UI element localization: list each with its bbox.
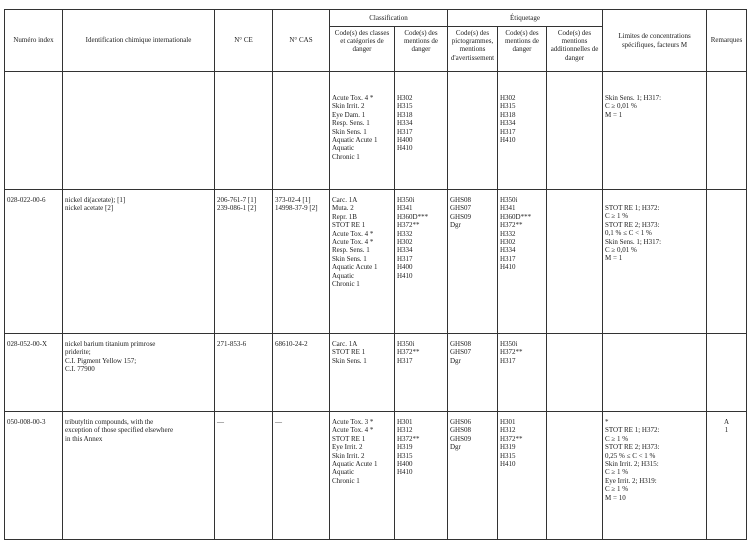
table-row: [5, 190, 747, 334]
cell-line: nickel barium titanium primrose: [65, 340, 156, 348]
cell-line: H312: [397, 426, 413, 435]
cell-line: H334: [397, 246, 413, 255]
cell-line: H302: [500, 94, 516, 102]
cell-line: 239-086-1 [2]: [217, 204, 257, 213]
cell-line: Aquatic Acute 1: [332, 263, 378, 272]
cell-line: H410: [500, 460, 516, 469]
cell-line: H410: [500, 136, 516, 145]
cell-line: H301: [397, 418, 413, 426]
cell-line: Carc. 1A: [332, 340, 358, 348]
cell-line: STOT RE 2; H373:: [605, 220, 660, 229]
cell-line: exception of those specified elsewhere: [65, 426, 174, 435]
supplementary-statement-cell: [547, 72, 603, 190]
cell-line: 0,25 % ≤ C < 1 %: [605, 451, 656, 460]
cell-line: GHS08: [450, 426, 472, 435]
concentration-limits-cell: [603, 72, 707, 190]
pictogram-cell: [448, 412, 498, 540]
cas-no-cell: [273, 334, 330, 412]
cell-line: Aquatic: [332, 271, 355, 280]
cell-line: Aquatic Acute 1: [332, 460, 378, 469]
chemical-identification-cell: [63, 190, 215, 334]
cell-line: STOT RE 1; H372:: [605, 204, 660, 212]
index-no-cell: 050-008-00-3: [5, 412, 63, 540]
notes-cell: [707, 412, 747, 540]
cell-line: GHS07: [450, 348, 472, 357]
cell-line: M = 1: [605, 254, 623, 263]
cell-line: H317: [500, 356, 516, 365]
cell-line: H332: [397, 229, 413, 238]
hazard-statement-cell: [395, 412, 448, 540]
cell-line: 0,1 % ≤ C < 1 %: [605, 229, 652, 238]
cell-line: H315: [500, 102, 516, 111]
cell-line: STOT RE 1: [332, 221, 366, 230]
cell-line: H400: [397, 263, 413, 272]
cell-line: H315: [500, 451, 516, 460]
cell-line: H302: [397, 238, 413, 247]
cell-line: H372**: [397, 348, 420, 357]
cell-line: H317: [397, 356, 413, 365]
header-pictogram-codes: Code(s) des pictogrammes, mentions d'avertissement: [448, 27, 498, 72]
cell-line: C ≥ 0,01 %: [605, 102, 637, 111]
cell-line: H317: [397, 254, 413, 263]
cell-line: Skin Irrit. 2: [332, 102, 365, 111]
cell-line: H317: [500, 254, 516, 263]
cell-line: Skin Sens. 1: [332, 254, 367, 263]
hazard-statement-cell: [395, 72, 448, 190]
cell-line: H400: [397, 136, 413, 145]
ec-no-cell: [215, 412, 273, 540]
cell-line: H350i: [500, 340, 518, 348]
cell-line: GHS06: [450, 418, 472, 426]
chemical-identification-cell: [63, 72, 215, 190]
cell-line: H302: [500, 238, 516, 247]
cell-line: Aquatic: [332, 144, 355, 153]
classification-table: [4, 9, 747, 540]
cell-line: Eye Irrit. 2: [332, 443, 363, 452]
cell-line: H319: [397, 443, 413, 452]
header-concentration-limits: Limites de concentrations spécifiques, facteurs M: [603, 10, 707, 72]
header-hazard-statement-codes-labelling: Code(s) des mentions de danger: [498, 27, 547, 72]
cell-line: Eye Irrit. 2; H319:: [605, 476, 657, 485]
concentration-limits-cell: [603, 412, 707, 540]
notes-cell: [707, 190, 747, 334]
header-ec-no: N° CE: [215, 10, 273, 72]
concentration-limits-cell: [603, 190, 707, 334]
notes-cell: [707, 334, 747, 412]
labelling-statement-cell: [498, 190, 547, 334]
cell-line: C.I. 77900: [65, 365, 95, 374]
labelling-statement-cell: [498, 72, 547, 190]
cell-line: H317: [500, 127, 516, 136]
cell-line: H350i: [397, 340, 415, 348]
index-no-cell: [5, 72, 63, 190]
hazard-class-cell: [330, 72, 395, 190]
cell-line: 1: [724, 426, 729, 435]
cell-line: H334: [500, 246, 516, 255]
cell-line: priderite;: [65, 348, 91, 357]
cell-line: 206-761-7 [1]: [217, 196, 257, 204]
cell-line: H360D***: [500, 212, 532, 221]
cell-line: Resp. Sens. 1: [332, 246, 370, 255]
pictogram-cell: [448, 334, 498, 412]
cell-line: Acute Tox. 4 *: [332, 94, 374, 102]
cell-line: Skin Irrit. 2; H315:: [605, 460, 659, 469]
cell-line: Dgr: [450, 221, 461, 230]
cell-line: H400: [397, 460, 413, 469]
cell-line: Skin Sens. 1: [332, 356, 367, 365]
labelling-statement-cell: [498, 412, 547, 540]
cell-line: Skin Sens. 1; H317:: [605, 94, 662, 102]
cell-line: in this Annex: [65, 434, 103, 443]
hazard-class-cell: [330, 190, 395, 334]
cell-line: —: [217, 418, 224, 426]
cell-line: Aquatic: [332, 468, 355, 477]
header-classification: Classification: [330, 10, 448, 27]
header-cas-no: N° CAS: [273, 10, 330, 72]
pictogram-cell: [448, 72, 498, 190]
labelling-statement-cell: [498, 334, 547, 412]
cell-line: H301: [500, 418, 516, 426]
cell-line: H372**: [500, 434, 523, 443]
cell-line: GHS08: [450, 196, 472, 204]
cell-line: Dgr: [450, 356, 461, 365]
header-chemical-identification: Identification chimique internationale: [63, 10, 215, 72]
cell-line: H410: [397, 144, 413, 153]
ec-no-cell: [215, 334, 273, 412]
cell-line: H410: [397, 271, 413, 280]
concentration-limits-cell: [603, 334, 707, 412]
supplementary-statement-cell: [547, 334, 603, 412]
supplementary-statement-cell: [547, 190, 603, 334]
cell-line: H315: [397, 451, 413, 460]
pictogram-cell: [448, 190, 498, 334]
cell-line: Acute Tox. 3 *: [332, 418, 374, 426]
cell-line: —: [275, 418, 282, 426]
cell-line: H372**: [397, 434, 420, 443]
cell-line: H372**: [500, 221, 523, 230]
cell-line: tributyltin compounds, with the: [65, 418, 154, 426]
cell-line: Eye Dam. 1: [332, 110, 366, 119]
index-no-cell: 028-022-00-6: [5, 190, 63, 334]
cell-line: Aquatic Acute 1: [332, 136, 378, 145]
header-index-no: Numéro index: [5, 10, 63, 72]
table-row: [5, 72, 747, 190]
cell-line: M = 10: [605, 493, 626, 502]
cell-line: Chronic 1: [332, 280, 360, 289]
cell-line: 373-02-4 [1]: [275, 196, 311, 204]
hazard-statement-cell: [395, 334, 448, 412]
cell-line: H334: [500, 119, 516, 128]
cell-line: STOT RE 1: [332, 348, 366, 357]
cell-line: H350i: [500, 196, 518, 204]
cell-line: H317: [397, 127, 413, 136]
cell-line: Repr. 1B: [332, 212, 357, 221]
cell-line: H315: [397, 102, 413, 111]
cell-line: M = 1: [605, 110, 623, 119]
cell-line: nickel di(acetate); [1]: [65, 196, 126, 204]
header-supplementary-statement-codes: Code(s) des mentions additionnelles de danger: [547, 27, 603, 72]
cell-line: H372**: [500, 348, 523, 357]
header-labelling: Étiquetage: [448, 10, 603, 27]
cell-line: Muta. 2: [332, 204, 354, 213]
cell-line: H319: [500, 443, 516, 452]
cell-line: H410: [397, 468, 413, 477]
cell-line: Acute Tox. 4 *: [332, 229, 374, 238]
cell-line: GHS07: [450, 204, 472, 213]
cell-line: Carc. 1A: [332, 196, 358, 204]
header-hazard-class-codes: Code(s) des classes et catégories de danger: [330, 27, 395, 72]
hazard-class-cell: [330, 412, 395, 540]
header-notes: Remarques: [707, 10, 747, 72]
cell-line: STOT RE 1; H372:: [605, 426, 660, 435]
cell-line: C ≥ 1 %: [605, 212, 629, 221]
cell-line: GHS09: [450, 434, 472, 443]
table-row: [5, 412, 747, 540]
cell-line: C ≥ 1 %: [605, 434, 629, 443]
cell-line: 68610-24-2: [275, 340, 308, 348]
supplementary-statement-cell: [547, 412, 603, 540]
cell-line: Chronic 1: [332, 152, 360, 161]
cell-line: Skin Sens. 1; H317:: [605, 237, 662, 246]
cell-line: H341: [397, 204, 413, 213]
cas-no-cell: [273, 190, 330, 334]
cell-line: Dgr: [450, 443, 461, 452]
cell-line: STOT RE 2; H373:: [605, 443, 660, 452]
cell-line: H410: [500, 263, 516, 272]
cell-line: GHS08: [450, 340, 472, 348]
index-no-cell: 028-052-00-X: [5, 334, 63, 412]
cell-line: H312: [500, 426, 516, 435]
cell-line: STOT RE 1: [332, 434, 366, 443]
ec-no-cell: [215, 72, 273, 190]
cell-line: Resp. Sens. 1: [332, 119, 370, 128]
cell-line: Chronic 1: [332, 476, 360, 485]
cell-line: H350i: [397, 196, 415, 204]
cell-line: H341: [500, 204, 516, 213]
cell-line: H318: [500, 110, 516, 119]
cell-line: GHS09: [450, 212, 472, 221]
cell-line: H372**: [397, 221, 420, 230]
cell-line: Skin Irrit. 2: [332, 451, 365, 460]
hazard-statement-cell: [395, 190, 448, 334]
hazard-class-cell: [330, 334, 395, 412]
cell-line: nickel acetate [2]: [65, 204, 114, 213]
header-hazard-statement-codes-classification: Code(s) des mentions de danger: [395, 27, 448, 72]
cell-line: H360D***: [397, 212, 429, 221]
cell-line: Skin Sens. 1: [332, 127, 367, 136]
chemical-identification-cell: [63, 412, 215, 540]
cell-line: *: [605, 418, 609, 426]
cell-line: C ≥ 0,01 %: [605, 246, 637, 255]
cell-line: C ≥ 1 %: [605, 468, 629, 477]
cell-line: H332: [500, 229, 516, 238]
table-row: [5, 334, 747, 412]
cell-line: C ≥ 1 %: [605, 485, 629, 494]
cell-line: C.I. Pigment Yellow 157;: [65, 356, 137, 365]
cell-line: A: [723, 418, 730, 426]
notes-cell: [707, 72, 747, 190]
cell-line: H302: [397, 94, 413, 102]
cas-no-cell: [273, 412, 330, 540]
cell-line: Acute Tox. 4 *: [332, 238, 374, 247]
cell-line: Acute Tox. 4 *: [332, 426, 374, 435]
ec-no-cell: [215, 190, 273, 334]
cell-line: 271-853-6: [217, 340, 247, 348]
cell-line: 14998-37-9 [2]: [275, 204, 318, 213]
cell-line: H334: [397, 119, 413, 128]
cas-no-cell: [273, 72, 330, 190]
chemical-identification-cell: [63, 334, 215, 412]
cell-line: H318: [397, 110, 413, 119]
